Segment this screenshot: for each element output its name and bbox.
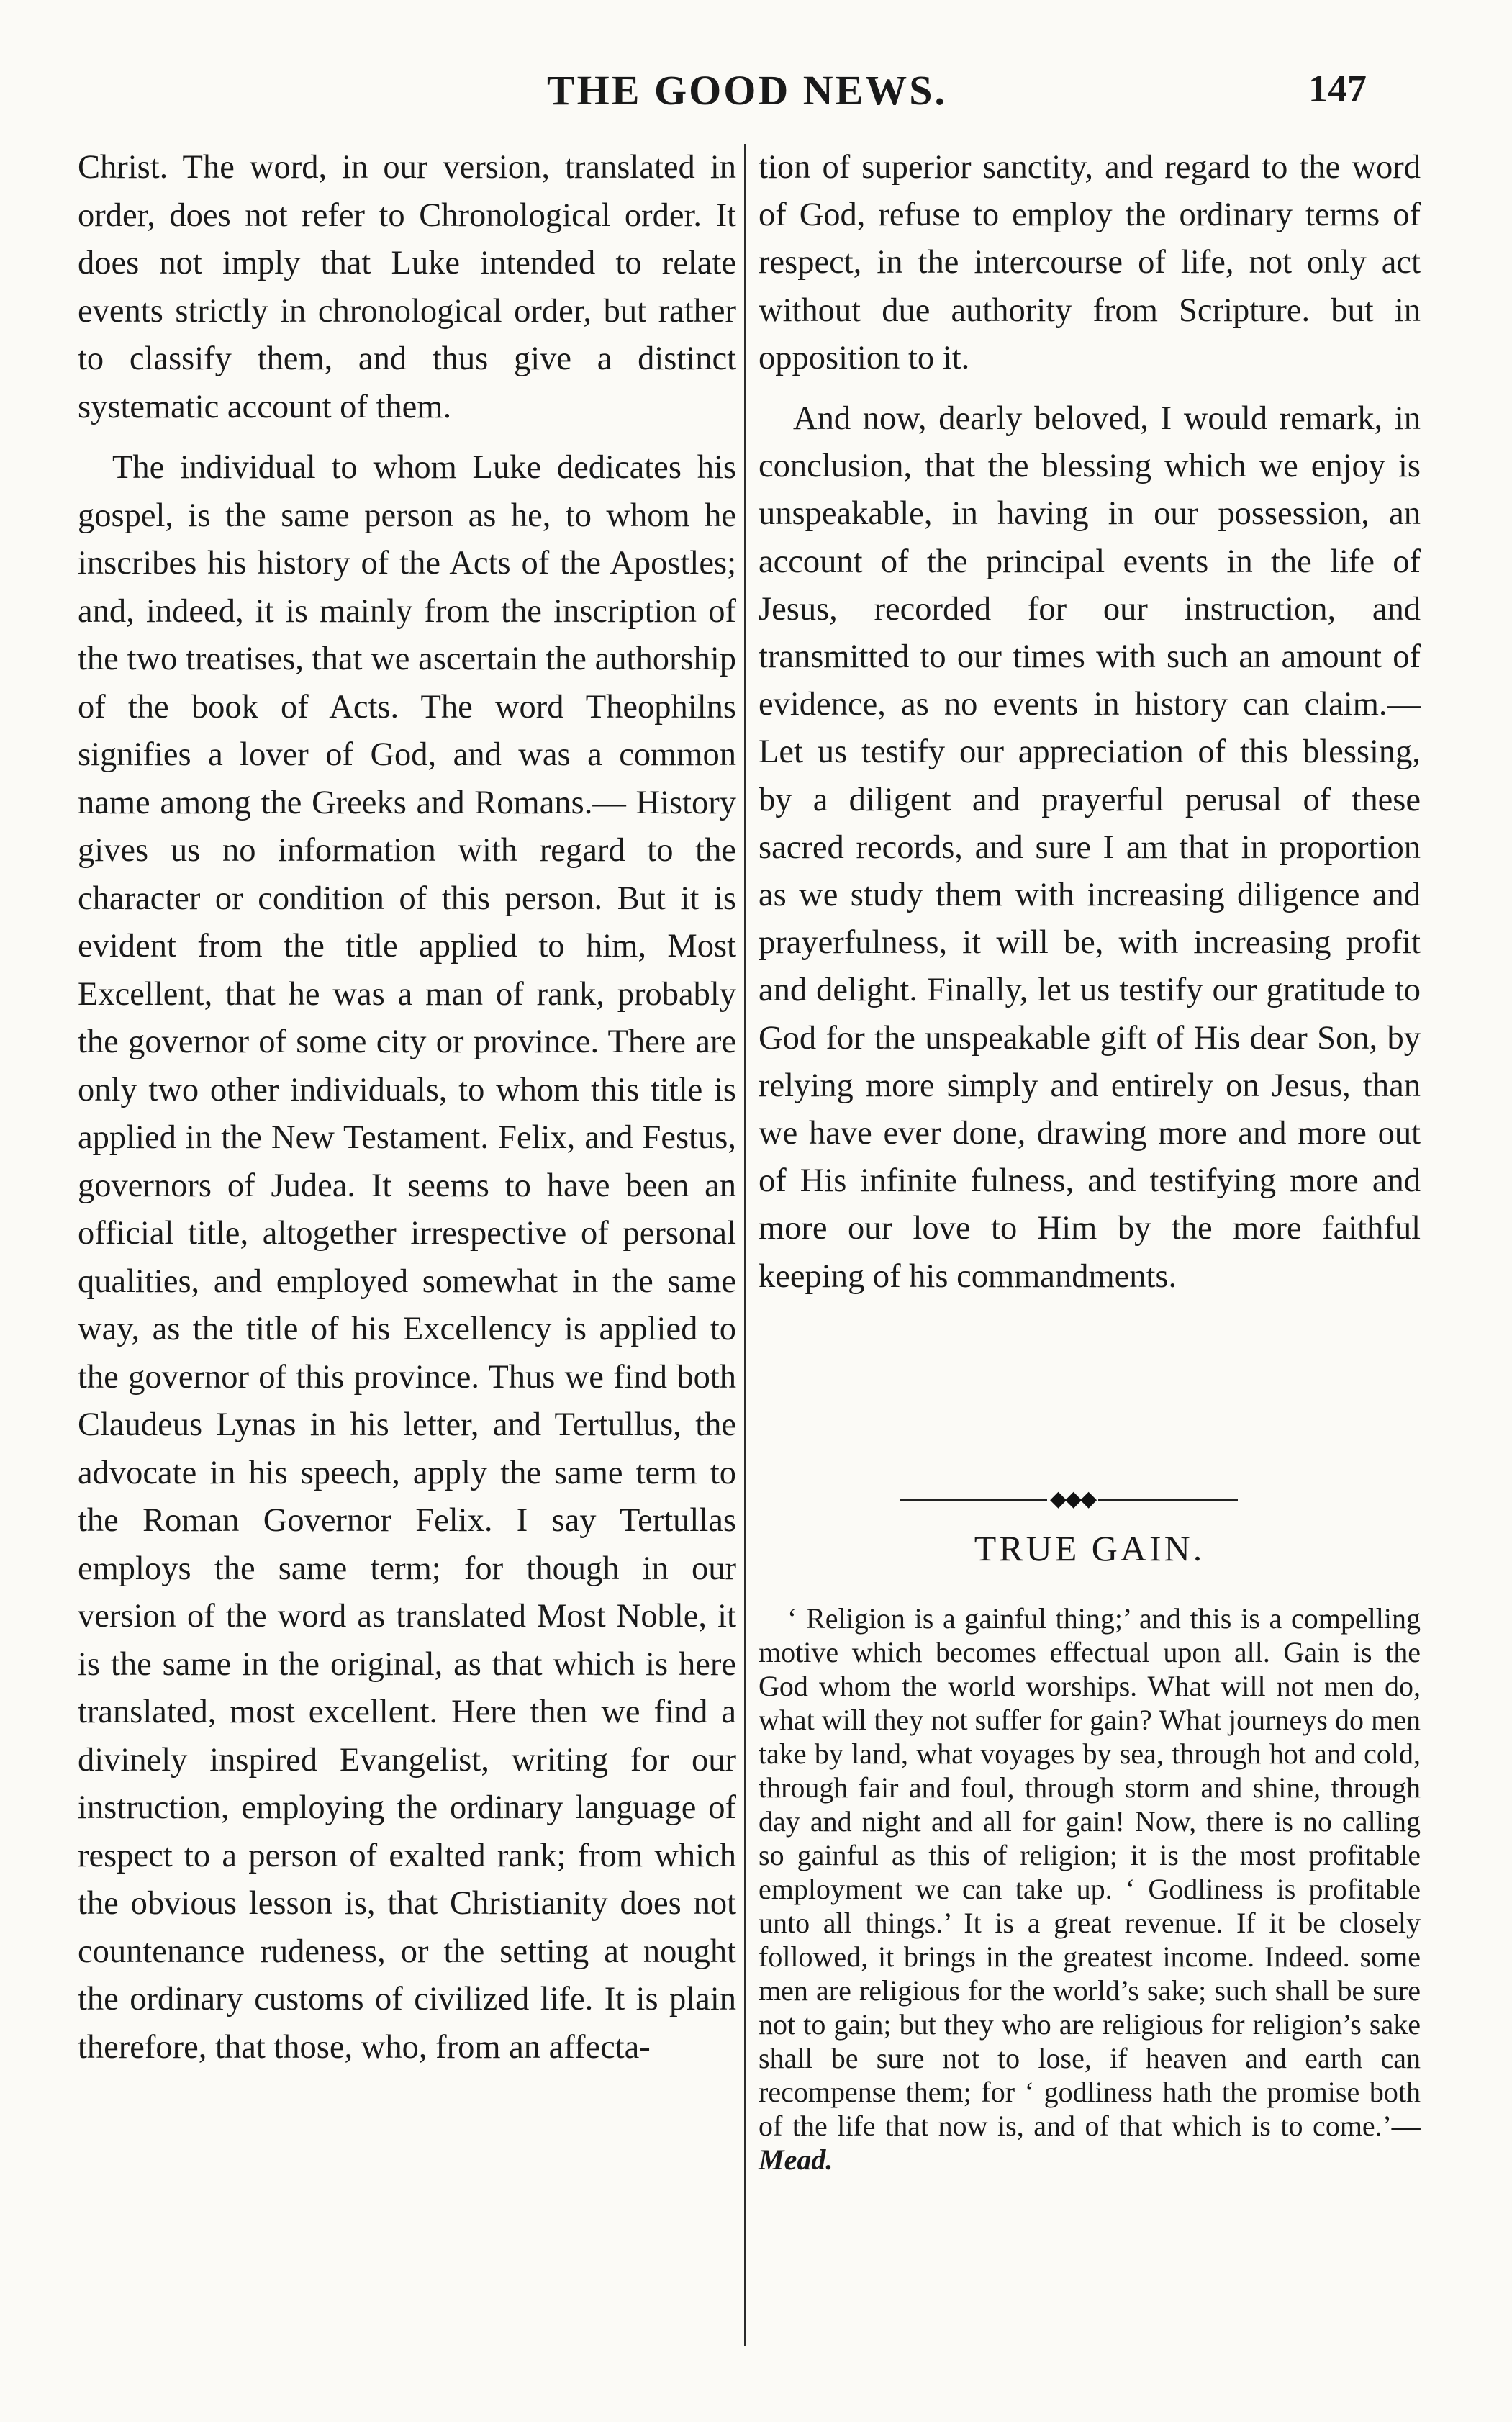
ornament-diamonds-icon: ◆◆◆ [1047,1486,1098,1512]
right-paragraph-1: tion of superior sanctity, and regard to the word of God, refuse to employ the ordinary terms of respect, in the intercourse of life, not only act without due authority from Scripture. but in opposition to it. [759,149,1421,376]
quote-text: ‘ Religion is a gainful thing;’ and this is a compelling motive which becomes effectual upon all. Gain is the God whom the world worships. What will not men do, what will they not suffer for gain? What journeys do men take by land, what voyages by sea, through hot and cold, through fair and foul, through storm and shine, through day and night and all for gain! Now, there is no calling so gainful as this of religion; it is the most profitable employment we can take up. ‘ Godliness is profitable unto all things.’ It is a great revenue. If it be closely followed, it brings in the greatest income. Indeed. some men are religious for the world’s sake; such shall be sure not to gain; but they who are religious for religion’s sake shall be sure not to lose, if heaven and earth can recompense them; for ‘ godliness hath the promise both of the life that now is, and of that which is to come.’ [759,1602,1421,2142]
left-column [78,144,736,2071]
quote-attribution: —Mead. [759,2110,1421,2176]
right-paragraph-2: And now, dearly beloved, I would remark, in conclusion, that the blessing which we enjoy is unspeakable, in having in our possession, an account of the principal events in the life of Jesus, recorded for our instruction, and transmitted to our times with such an amount of evidence, as no events in history can claim.— Let us testify our appreciation of this blessing, by a diligent and prayerful perusal of these sacred records, and sure I am that in proportion as we study them with increasing diligence and prayerfulness, it will be, with increasing profit and delight. Finally, let us testify our gratitude to God for the unspeakable gift of His dear Son, by relying more simply and entirely on Jesus, than we have ever done, drawing more and more out of His infinite fulness, and testifying more and more our love to Him by the more faithful keeping of his commandments. [759,400,1421,1295]
left-paragraph-1: Christ. The word, in our version, translated in order, does not refer to Chronological order. It does not imply that Luke intended to relate events strictly in chronological order, but rather to classify them, and thus give a distinct systematic account of them. [78,149,736,425]
section-title: TRUE GAIN. [974,1528,1205,1568]
publication-title: THE GOOD NEWS. [547,67,948,114]
column-divider [744,144,746,2346]
page-number: 147 [1308,67,1367,110]
page-header [0,66,1512,124]
left-paragraph-2: The individual to whom Luke dedicates his gospel, is the same person as he, to whom he inscribes his history of the Acts of the Apostles; and, indeed, it is mainly from the inscription of the two treatises, that we ascertain the authorship of the book of Acts. The word Theophilns signifies a lover of God, and was a common name among the Greeks and Romans.— History gives us no information with regard to the character or condition of this person. But it is evident from the title applied to him, Most Excellent, that he was a man of rank, probably the governor of some city or province. There are only two other individuals, to whom this title is applied in the New Testament. Felix, and Festus, governors of Judea. It seems to have been an official title, altogether irrespective of personal qualities, and employed somewhat in the same way, as the title of his Excellency is applied to the governor of this province. Thus we find both Claudeus Lynas in his letter, and Tertullus, the advocate in his speech, apply the same term to the Roman Governor Felix. I say Tertullas employs the same term; for though in our version of the word as translated Most Noble, it is the same in the original, as that which is here translated, most excellent. Here then we find a divinely inspired Evangelist, writing for our instruction, employing the ordinary language of respect to a person of exalted rank; from which the obvious lesson is, that Christianity does not countenance rudeness, or the setting at nought the ordinary customs of civilized life. It is plain therefore, that those, who, from an affecta- [78,449,736,2066]
true-gain-quote [759,1601,1421,2177]
right-column [759,144,1421,1301]
section-ornament [900,1486,1238,1512]
